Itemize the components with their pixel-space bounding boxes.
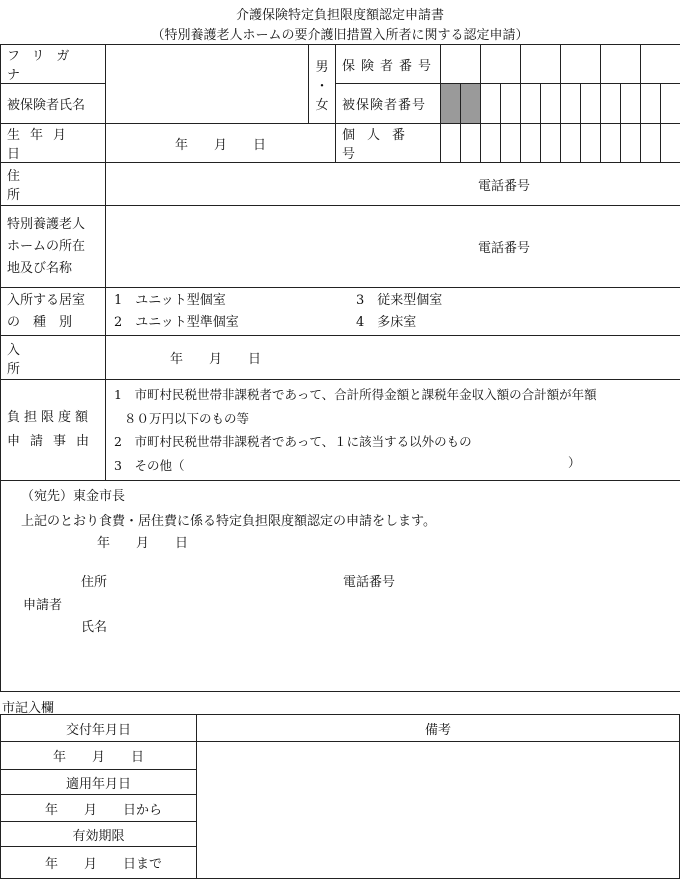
office-use-heading: 市記入欄 bbox=[2, 701, 55, 716]
insured-number-cell[interactable] bbox=[521, 84, 541, 124]
gender-dot: ・ bbox=[315, 78, 329, 94]
reason-options[interactable] bbox=[106, 380, 680, 481]
personal-number-cell[interactable] bbox=[601, 124, 621, 163]
male-option[interactable]: 男 bbox=[315, 59, 329, 75]
birthdate-field[interactable]: 年 月 日 bbox=[106, 124, 336, 163]
furigana-label: フリガナ bbox=[1, 45, 106, 84]
room-option-4[interactable]: 4 多床室 bbox=[356, 315, 417, 330]
name-field[interactable] bbox=[106, 45, 309, 124]
insured-number-cell[interactable] bbox=[621, 84, 641, 124]
facility-tel-label: 電話番号 bbox=[477, 241, 530, 256]
insured-number-cell[interactable] bbox=[581, 84, 601, 124]
reason-option-3-close: ） bbox=[568, 455, 581, 470]
insured-number-cell[interactable] bbox=[641, 84, 661, 124]
female-option[interactable]: 女 bbox=[315, 97, 329, 113]
room-option-3[interactable]: 3 従来型個室 bbox=[356, 293, 443, 308]
application-table bbox=[0, 44, 680, 481]
valid-period-field[interactable]: 年 月 日まで bbox=[1, 847, 197, 879]
office-use-table bbox=[0, 714, 680, 879]
facility-label: 特別養護老人 ホームの所在 地及び名称 bbox=[1, 206, 106, 288]
insured-number-cell[interactable] bbox=[661, 84, 680, 124]
facility-field[interactable] bbox=[106, 206, 680, 288]
insured-number-cell[interactable] bbox=[501, 84, 521, 124]
insurer-number-cell[interactable] bbox=[601, 45, 641, 84]
gender-selector[interactable] bbox=[309, 45, 336, 124]
declaration-date[interactable]: 年 月 日 bbox=[97, 536, 189, 551]
reason-label: 負担限度額 申請事由 bbox=[1, 380, 106, 481]
birthdate-label: 生年月日 bbox=[1, 124, 106, 163]
applicant-name-label: 氏名 bbox=[81, 620, 108, 635]
applicant-tel-label: 電話番号 bbox=[343, 575, 396, 590]
insurer-number-cell[interactable] bbox=[561, 45, 601, 84]
applicant-address-label: 住所 bbox=[81, 575, 108, 590]
insured-number-cell[interactable] bbox=[541, 84, 561, 124]
applicable-date-field[interactable]: 年 月 日から bbox=[1, 795, 197, 822]
room-option-2[interactable]: 2 ユニット型準個室 bbox=[114, 314, 239, 330]
insurer-number-cell[interactable] bbox=[481, 45, 521, 84]
reason-option-1-cont: ８０万円以下のもの等 bbox=[124, 410, 250, 426]
reason-option-3[interactable]: 3 その他（ bbox=[114, 457, 185, 473]
insurer-number-label: 保険者番号 bbox=[336, 45, 441, 84]
personal-number-cell[interactable] bbox=[621, 124, 641, 163]
personal-number-cell[interactable] bbox=[541, 124, 561, 163]
insured-number-cell[interactable] bbox=[481, 84, 501, 124]
issue-date-label: 交付年月日 bbox=[1, 715, 197, 742]
addressee: （宛先）東金市長 bbox=[21, 489, 126, 504]
room-type-label: 入所する居室 の 種 別 bbox=[1, 288, 106, 336]
personal-number-cell[interactable] bbox=[561, 124, 581, 163]
personal-number-label: 個人番号 bbox=[336, 124, 441, 163]
remarks-field[interactable] bbox=[197, 742, 680, 879]
admission-label: 入所 bbox=[1, 336, 106, 380]
personal-number-cell[interactable] bbox=[501, 124, 521, 163]
insured-name-label: 被保険者氏名 bbox=[1, 84, 106, 124]
personal-number-cell[interactable] bbox=[441, 124, 461, 163]
address-field[interactable] bbox=[106, 163, 680, 206]
personal-number-cell[interactable] bbox=[461, 124, 481, 163]
applicable-date-label: 適用年月日 bbox=[1, 770, 197, 795]
address-tel-label: 電話番号 bbox=[477, 178, 530, 194]
personal-number-cell[interactable] bbox=[581, 124, 601, 163]
personal-number-cell[interactable] bbox=[481, 124, 501, 163]
issue-date-field[interactable]: 年 月 日 bbox=[1, 742, 197, 770]
applicant-label: 申請者 bbox=[23, 598, 63, 613]
personal-number-cell[interactable] bbox=[521, 124, 541, 163]
insured-number-cell[interactable] bbox=[561, 84, 581, 124]
room-option-1[interactable]: 1 ユニット型個室 bbox=[114, 292, 226, 308]
room-type-options[interactable] bbox=[106, 288, 680, 336]
insured-number-cell-shaded bbox=[441, 84, 461, 124]
valid-period-label: 有効期限 bbox=[1, 822, 197, 847]
admission-date-field[interactable]: 年 月 日 bbox=[106, 336, 680, 380]
insurer-number-cell[interactable] bbox=[521, 45, 561, 84]
insured-number-label: 被保険者番号 bbox=[336, 84, 441, 124]
insured-number-cell[interactable] bbox=[601, 84, 621, 124]
declaration-box bbox=[0, 479, 680, 692]
remarks-label: 備考 bbox=[197, 715, 680, 742]
insurer-number-cell[interactable] bbox=[641, 45, 680, 84]
personal-number-cell[interactable] bbox=[661, 124, 680, 163]
statement: 上記のとおり食費・居住費に係る特定負担限度額認定の申請をします。 bbox=[21, 514, 436, 529]
reason-option-2[interactable]: 2 市町村民税世帯非課税者であって、１に該当する以外のもの bbox=[114, 434, 472, 449]
form-subtitle: （特別養護老人ホームの要介護旧措置入所者に関する認定申請） bbox=[151, 28, 529, 43]
personal-number-cell[interactable] bbox=[641, 124, 661, 163]
reason-option-1[interactable]: 1 市町村民税世帯非課税者であって、合計所得金額と課税年金収入額の合計額が年額 bbox=[114, 387, 597, 402]
form-title: 介護保険特定負担限度額認定申請書 bbox=[235, 8, 444, 23]
address-label: 住所 bbox=[1, 163, 106, 206]
insurer-number-cell[interactable] bbox=[441, 45, 481, 84]
insured-number-cell-shaded bbox=[461, 84, 481, 124]
